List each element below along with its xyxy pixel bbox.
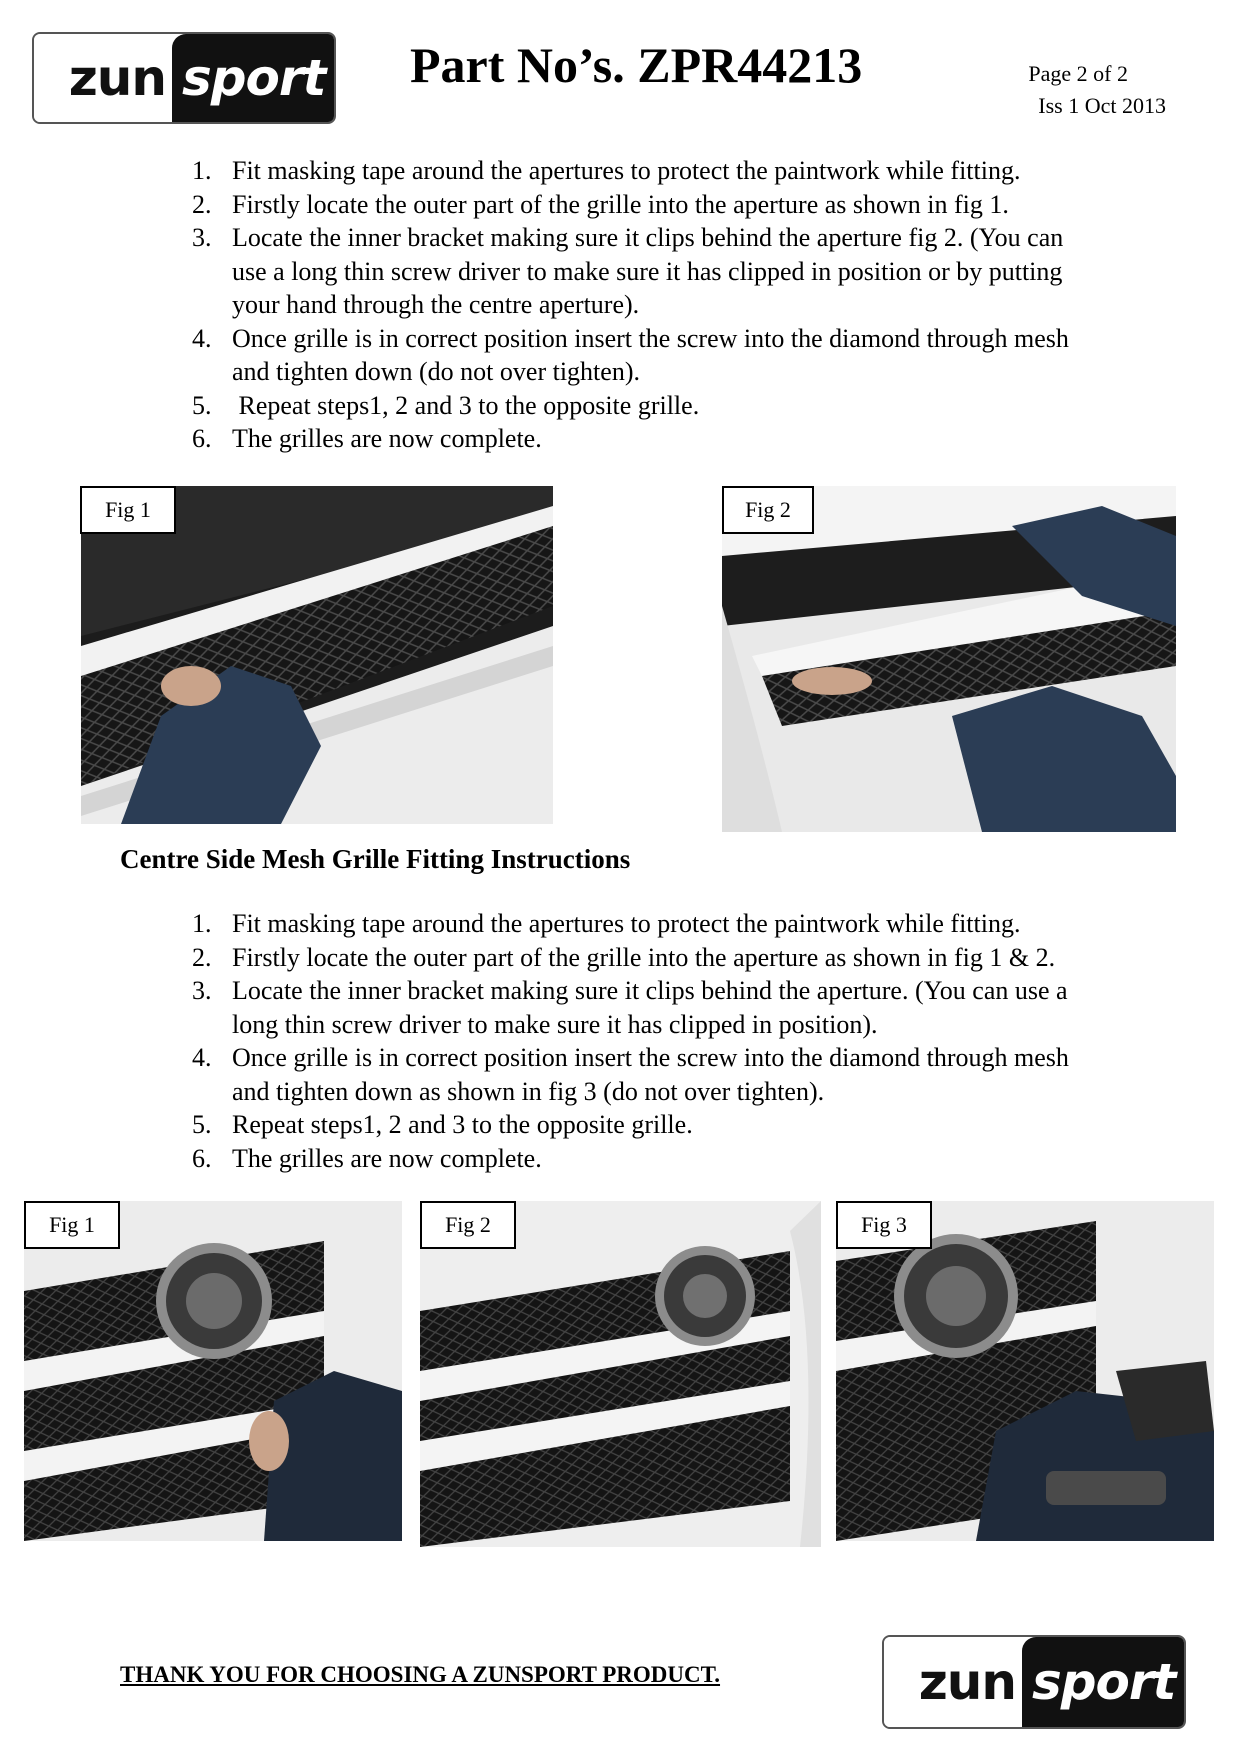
- step-item: [192, 188, 1212, 222]
- step-item: [192, 907, 1212, 941]
- step-item: [192, 422, 1212, 456]
- page-number: Page 2 of 2: [1028, 61, 1128, 86]
- step-text-line: and tighten down as shown in fig 3 (do not over tighten).: [232, 1076, 825, 1106]
- step-item: [192, 154, 1212, 188]
- step-number: 4.: [192, 323, 212, 353]
- thank-you-message: THANK YOU FOR CHOOSING A ZUNSPORT PRODUCT.: [120, 1662, 721, 1687]
- step-text-line: your hand through the centre aperture).: [232, 290, 640, 319]
- step-text-line: The grilles are now complete.: [232, 1143, 542, 1173]
- logo-text-sport: sport: [172, 34, 334, 122]
- step-text-line: Repeat steps1, 2 and 3 to the opposite grille.: [232, 1110, 693, 1139]
- step-number: 1.: [192, 156, 212, 185]
- step-number: 3.: [192, 223, 212, 252]
- logo-text-zun: zun: [34, 34, 172, 122]
- step-number: 5.: [192, 1110, 212, 1139]
- figure-5-label: Fig 3: [836, 1201, 932, 1249]
- step-number: 6.: [192, 424, 212, 453]
- step-text-line: Fit masking tape around the apertures to protect the paintwork while fitting.: [232, 909, 1021, 938]
- step-text-line: long thin screw driver to make sure it has clipped in position).: [232, 1009, 878, 1039]
- step-text-line: Locate the inner bracket making sure it clips behind the aperture. (You can use a: [232, 976, 1068, 1005]
- step-number: 2.: [192, 942, 212, 972]
- step-item: [192, 221, 1212, 322]
- figure-5-photo: [836, 1201, 1214, 1541]
- step-text-line: Once grille is in correct position insert the screw into the diamond through mesh: [232, 323, 1069, 353]
- step-number: 4.: [192, 1043, 212, 1072]
- step-item: [192, 974, 1212, 1041]
- figure-3-label: Fig 1: [24, 1201, 120, 1249]
- step-text-line: Locate the inner bracket making sure it clips behind the aperture fig 2. (You can: [232, 223, 1064, 252]
- figure-2-photo: [722, 486, 1176, 832]
- issue-date: Iss 1 Oct 2013: [1038, 93, 1166, 118]
- step-text-line: Firstly locate the outer part of the grille into the aperture as shown in fig 1.: [232, 189, 1009, 219]
- page-info: [960, 58, 1166, 122]
- step-text-line: Firstly locate the outer part of the grille into the aperture as shown in fig 1 & 2.: [232, 942, 1056, 972]
- step-number: 3.: [192, 976, 212, 1005]
- step-item: [192, 389, 1212, 423]
- step-text-line: and tighten down (do not over tighten).: [232, 357, 640, 386]
- step-item: [192, 941, 1212, 975]
- step-text-line: use a long thin screw driver to make sure it has clipped in position or by putting: [232, 256, 1063, 286]
- logo-text-zun: zun: [884, 1637, 1022, 1727]
- zunsport-logo-footer: [882, 1635, 1186, 1729]
- page-title: Part No’s. ZPR44213: [410, 37, 863, 93]
- figure-1-photo: [81, 486, 553, 824]
- logo-text-sport: sport: [1022, 1637, 1184, 1727]
- step-text-line: The grilles are now complete.: [232, 424, 542, 453]
- step-item: [192, 1142, 1212, 1176]
- step-number: 2.: [192, 189, 212, 219]
- figure-1-label: Fig 1: [80, 486, 176, 534]
- step-item: [192, 1108, 1212, 1142]
- section-heading-centre-side: Centre Side Mesh Grille Fitting Instructions: [120, 844, 631, 874]
- figure-4-photo: [420, 1201, 821, 1547]
- zunsport-logo-header: [32, 32, 336, 124]
- steps-list-2: [192, 907, 1212, 1175]
- step-item: [192, 1041, 1212, 1108]
- step-number: 1.: [192, 909, 212, 938]
- step-item: [192, 322, 1212, 389]
- figure-2-label: Fig 2: [722, 486, 814, 534]
- steps-list-1: [192, 154, 1212, 456]
- figure-3-photo: [24, 1201, 402, 1541]
- step-number: 5.: [192, 390, 212, 420]
- step-number: 6.: [192, 1143, 212, 1173]
- step-text-line: Once grille is in correct position insert the screw into the diamond through mesh: [232, 1043, 1069, 1072]
- step-text-line: Fit masking tape around the apertures to protect the paintwork while fitting.: [232, 156, 1021, 185]
- figure-4-label: Fig 2: [420, 1201, 516, 1249]
- step-text-line: Repeat steps1, 2 and 3 to the opposite grille.: [232, 390, 700, 420]
